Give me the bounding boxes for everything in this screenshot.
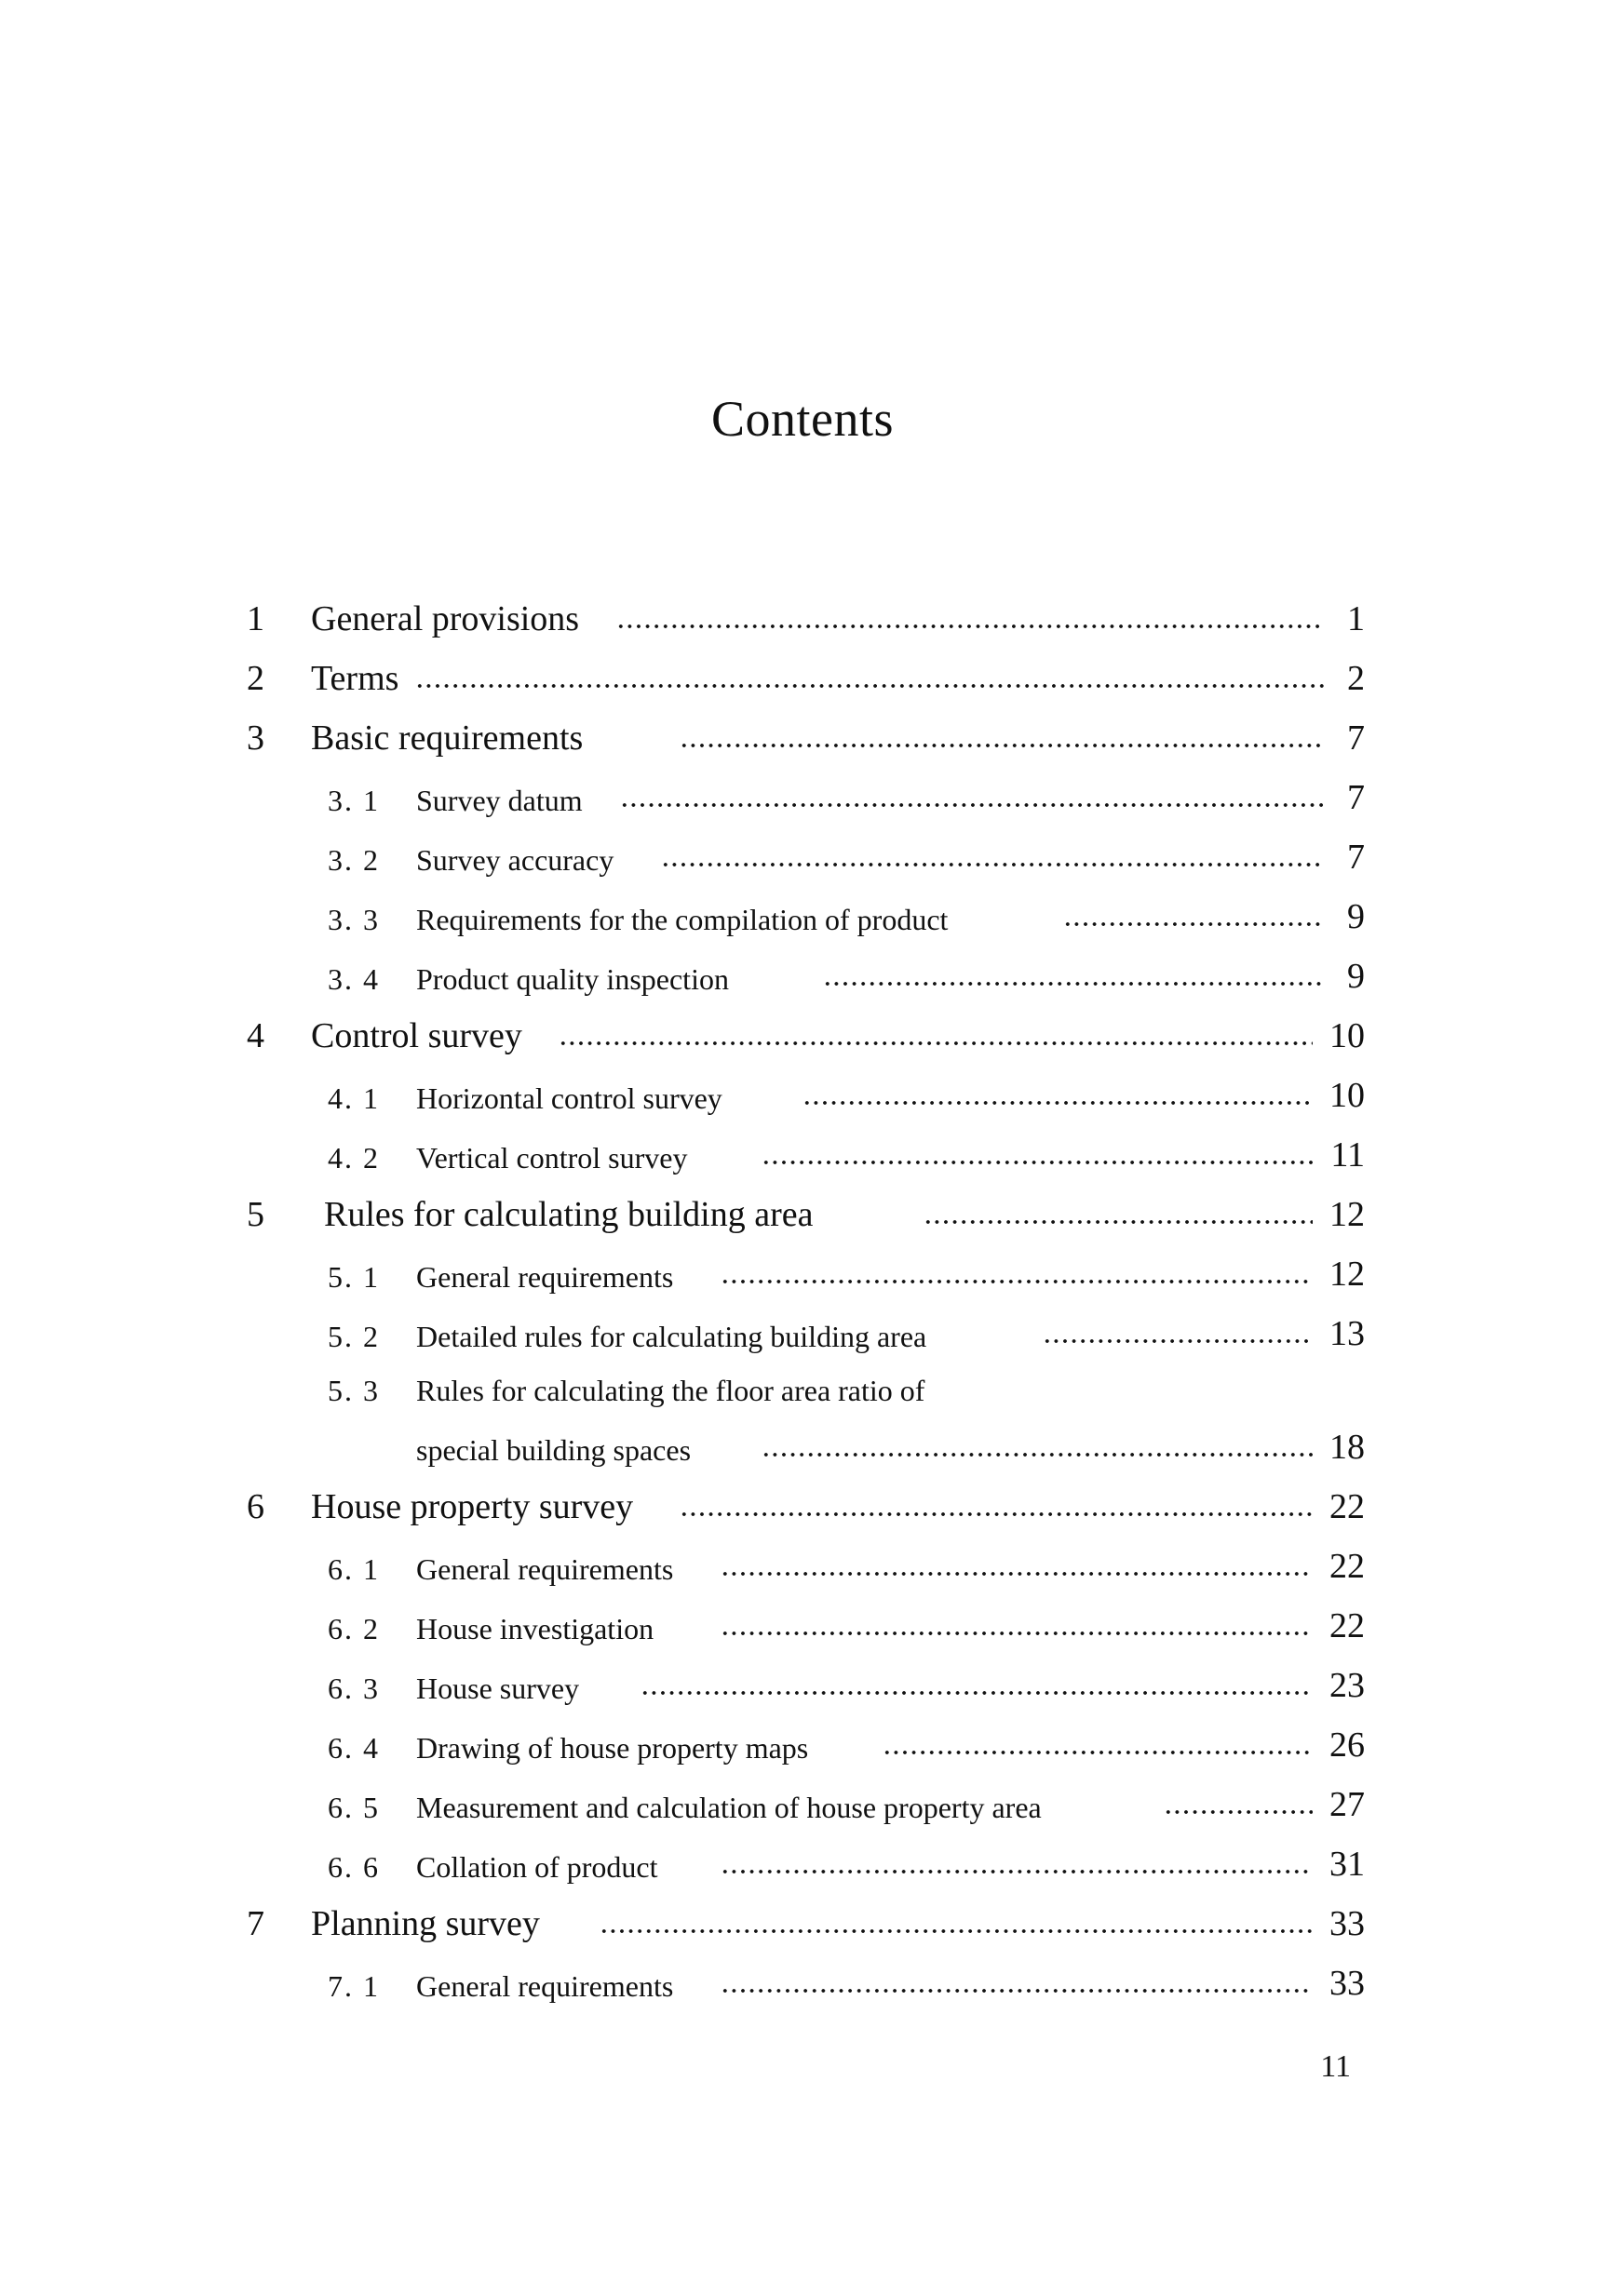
- toc-entry-label: Survey accuracy: [416, 843, 614, 877]
- toc-entry-label: House investigation: [416, 1612, 654, 1645]
- toc-entry[interactable]: [0, 1826, 1605, 1886]
- toc-entry-number: 3: [247, 718, 264, 758]
- toc-entry[interactable]: [0, 998, 1605, 1057]
- dot-leader: [762, 1452, 1313, 1457]
- toc-entry-page: 31: [1329, 1845, 1365, 1884]
- toc-entry-number: 6. 3: [328, 1672, 380, 1705]
- dot-leader: [1164, 1809, 1313, 1815]
- dot-leader: [1043, 1338, 1313, 1344]
- toc-entry[interactable]: [0, 1117, 1605, 1176]
- dot-leader: [721, 1988, 1313, 1994]
- dot-leader: [883, 1750, 1313, 1755]
- toc-entry-label: Measurement and calculation of house property area: [416, 1791, 1042, 1824]
- dot-leader: [802, 1100, 1313, 1106]
- toc-entry-number: 4: [247, 1016, 264, 1055]
- toc-entry-number: 3. 3: [328, 903, 380, 936]
- toc-entry-label: House survey: [416, 1672, 580, 1705]
- toc-entry[interactable]: [0, 1469, 1605, 1528]
- toc-entry-label: Control survey: [311, 1016, 522, 1055]
- page-number: 11: [1320, 2049, 1351, 2084]
- toc-entry-label: Collation of product: [416, 1850, 658, 1884]
- toc-entry-page: 22: [1329, 1606, 1365, 1645]
- toc-entry-label: Survey datum: [416, 784, 583, 817]
- dot-leader: [600, 1928, 1313, 1934]
- toc-entry[interactable]: [0, 1176, 1605, 1236]
- toc-entry[interactable]: [0, 1647, 1605, 1707]
- toc-entry-page: 7: [1347, 778, 1365, 817]
- toc-entry-label: Rules for calculating building area: [324, 1195, 814, 1234]
- toc-entry-label: Planning survey: [311, 1904, 540, 1943]
- toc-entry-label: Rules for calculating the floor area ratio of: [416, 1374, 925, 1407]
- toc-entry-page: 22: [1329, 1487, 1365, 1526]
- toc-entry[interactable]: [0, 1236, 1605, 1296]
- dot-leader: [680, 743, 1324, 748]
- dot-leader: [616, 624, 1324, 629]
- dot-leader: [415, 683, 1324, 689]
- toc-entry-page: 7: [1347, 718, 1365, 758]
- toc-entry-page: 12: [1329, 1195, 1365, 1234]
- toc-entry-number: 6. 5: [328, 1791, 380, 1824]
- toc-entry-number: 4. 1: [328, 1081, 380, 1115]
- toc-entry-label: General requirements: [416, 1260, 674, 1294]
- toc-entry-page: 9: [1347, 897, 1365, 936]
- toc-entry-page: 18: [1329, 1428, 1365, 1467]
- toc-entry-page: 10: [1329, 1016, 1365, 1055]
- toc-entry-page: 26: [1329, 1725, 1365, 1765]
- toc-entry-label: General requirements: [416, 1969, 674, 2003]
- toc-entry-number: 1: [247, 599, 264, 638]
- toc-entry-number: 3. 1: [328, 784, 380, 817]
- toc-entry[interactable]: [0, 1945, 1605, 2005]
- toc-entry-page: 10: [1329, 1076, 1365, 1115]
- dot-leader: [680, 1511, 1313, 1517]
- toc-entry-number: 5: [247, 1195, 264, 1234]
- toc-entry-label: General requirements: [416, 1552, 674, 1586]
- toc-entry-label: Requirements for the compilation of product: [416, 903, 949, 936]
- toc-entry-label: Product quality inspection: [416, 962, 729, 996]
- toc-entry-page: 33: [1329, 1904, 1365, 1943]
- toc-entry[interactable]: [0, 938, 1605, 998]
- toc-entry[interactable]: [0, 581, 1605, 640]
- toc-entry-number: 5. 2: [328, 1320, 380, 1353]
- dot-leader: [641, 1690, 1313, 1696]
- toc-entry-page: 22: [1329, 1547, 1365, 1586]
- toc-entry-number: 6. 1: [328, 1552, 380, 1586]
- toc-entry-label: House property survey: [311, 1487, 634, 1526]
- toc-entry-page: 1: [1347, 599, 1365, 638]
- dot-leader: [721, 1869, 1313, 1874]
- toc-entry-page: 13: [1329, 1314, 1365, 1353]
- toc-entry-number: 2: [247, 659, 264, 698]
- toc-entry-number: 6. 4: [328, 1731, 380, 1765]
- toc-entry[interactable]: [0, 1766, 1605, 1826]
- dot-leader: [620, 802, 1324, 808]
- toc-entry-number: 5. 1: [328, 1260, 380, 1294]
- toc-entry-label: Horizontal control survey: [416, 1081, 722, 1115]
- toc-entry-number: 3. 2: [328, 843, 380, 877]
- toc-entry-number: 5. 3: [328, 1374, 380, 1407]
- toc-entry-page: 11: [1330, 1135, 1365, 1175]
- toc-entry[interactable]: [0, 1707, 1605, 1766]
- toc-entry-label: Drawing of house property maps: [416, 1731, 809, 1765]
- toc-entry-page: 9: [1347, 957, 1365, 996]
- toc-entry-page: 33: [1329, 1964, 1365, 2003]
- dot-leader: [762, 1160, 1313, 1165]
- toc-entry-page: 27: [1329, 1785, 1365, 1824]
- toc-entry-label-continued: special building spaces: [416, 1433, 692, 1467]
- toc-entry-continuation[interactable]: [0, 1409, 1605, 1469]
- toc-entry-number: 7: [247, 1904, 264, 1943]
- toc-entry[interactable]: [0, 640, 1605, 700]
- toc-entry[interactable]: [0, 1528, 1605, 1588]
- toc-entry[interactable]: [0, 1349, 1605, 1409]
- toc-entry-label: Vertical control survey: [416, 1141, 688, 1175]
- toc-entry-label: General provisions: [311, 599, 580, 638]
- toc-entry-page: 12: [1329, 1255, 1365, 1294]
- dot-leader: [721, 1631, 1313, 1636]
- toc-entry-page: 23: [1329, 1666, 1365, 1705]
- toc-entry-number: 3. 4: [328, 962, 380, 996]
- toc-entry[interactable]: [0, 1588, 1605, 1647]
- dot-leader: [721, 1571, 1313, 1577]
- toc-entry-number: 6: [247, 1487, 264, 1526]
- toc-entry[interactable]: [0, 759, 1605, 819]
- toc-entry-number: 6. 6: [328, 1850, 380, 1884]
- toc-entry-label: Basic requirements: [311, 718, 584, 758]
- toc-entry-number: 7. 1: [328, 1969, 380, 2003]
- page-title: Contents: [710, 391, 894, 447]
- toc-entry-label: Detailed rules for calculating building area: [416, 1320, 927, 1353]
- dot-leader: [823, 981, 1324, 987]
- toc-entry-number: 6. 2: [328, 1612, 380, 1645]
- toc-entry[interactable]: [0, 700, 1605, 759]
- toc-entry-page: 2: [1347, 659, 1365, 698]
- toc-entry-label: Terms: [311, 659, 399, 698]
- toc-entry[interactable]: [0, 879, 1605, 938]
- dot-leader: [559, 1041, 1313, 1046]
- toc-entry[interactable]: [0, 819, 1605, 879]
- dot-leader: [721, 1279, 1313, 1284]
- toc-entry[interactable]: [0, 1886, 1605, 1945]
- toc-entry[interactable]: [0, 1057, 1605, 1117]
- dot-leader: [1063, 921, 1324, 927]
- toc-entry[interactable]: [0, 1296, 1605, 1355]
- dot-leader: [661, 862, 1324, 867]
- dot-leader: [924, 1219, 1313, 1225]
- toc-entry-number: 4. 2: [328, 1141, 380, 1175]
- toc-entry-page: 7: [1347, 838, 1365, 877]
